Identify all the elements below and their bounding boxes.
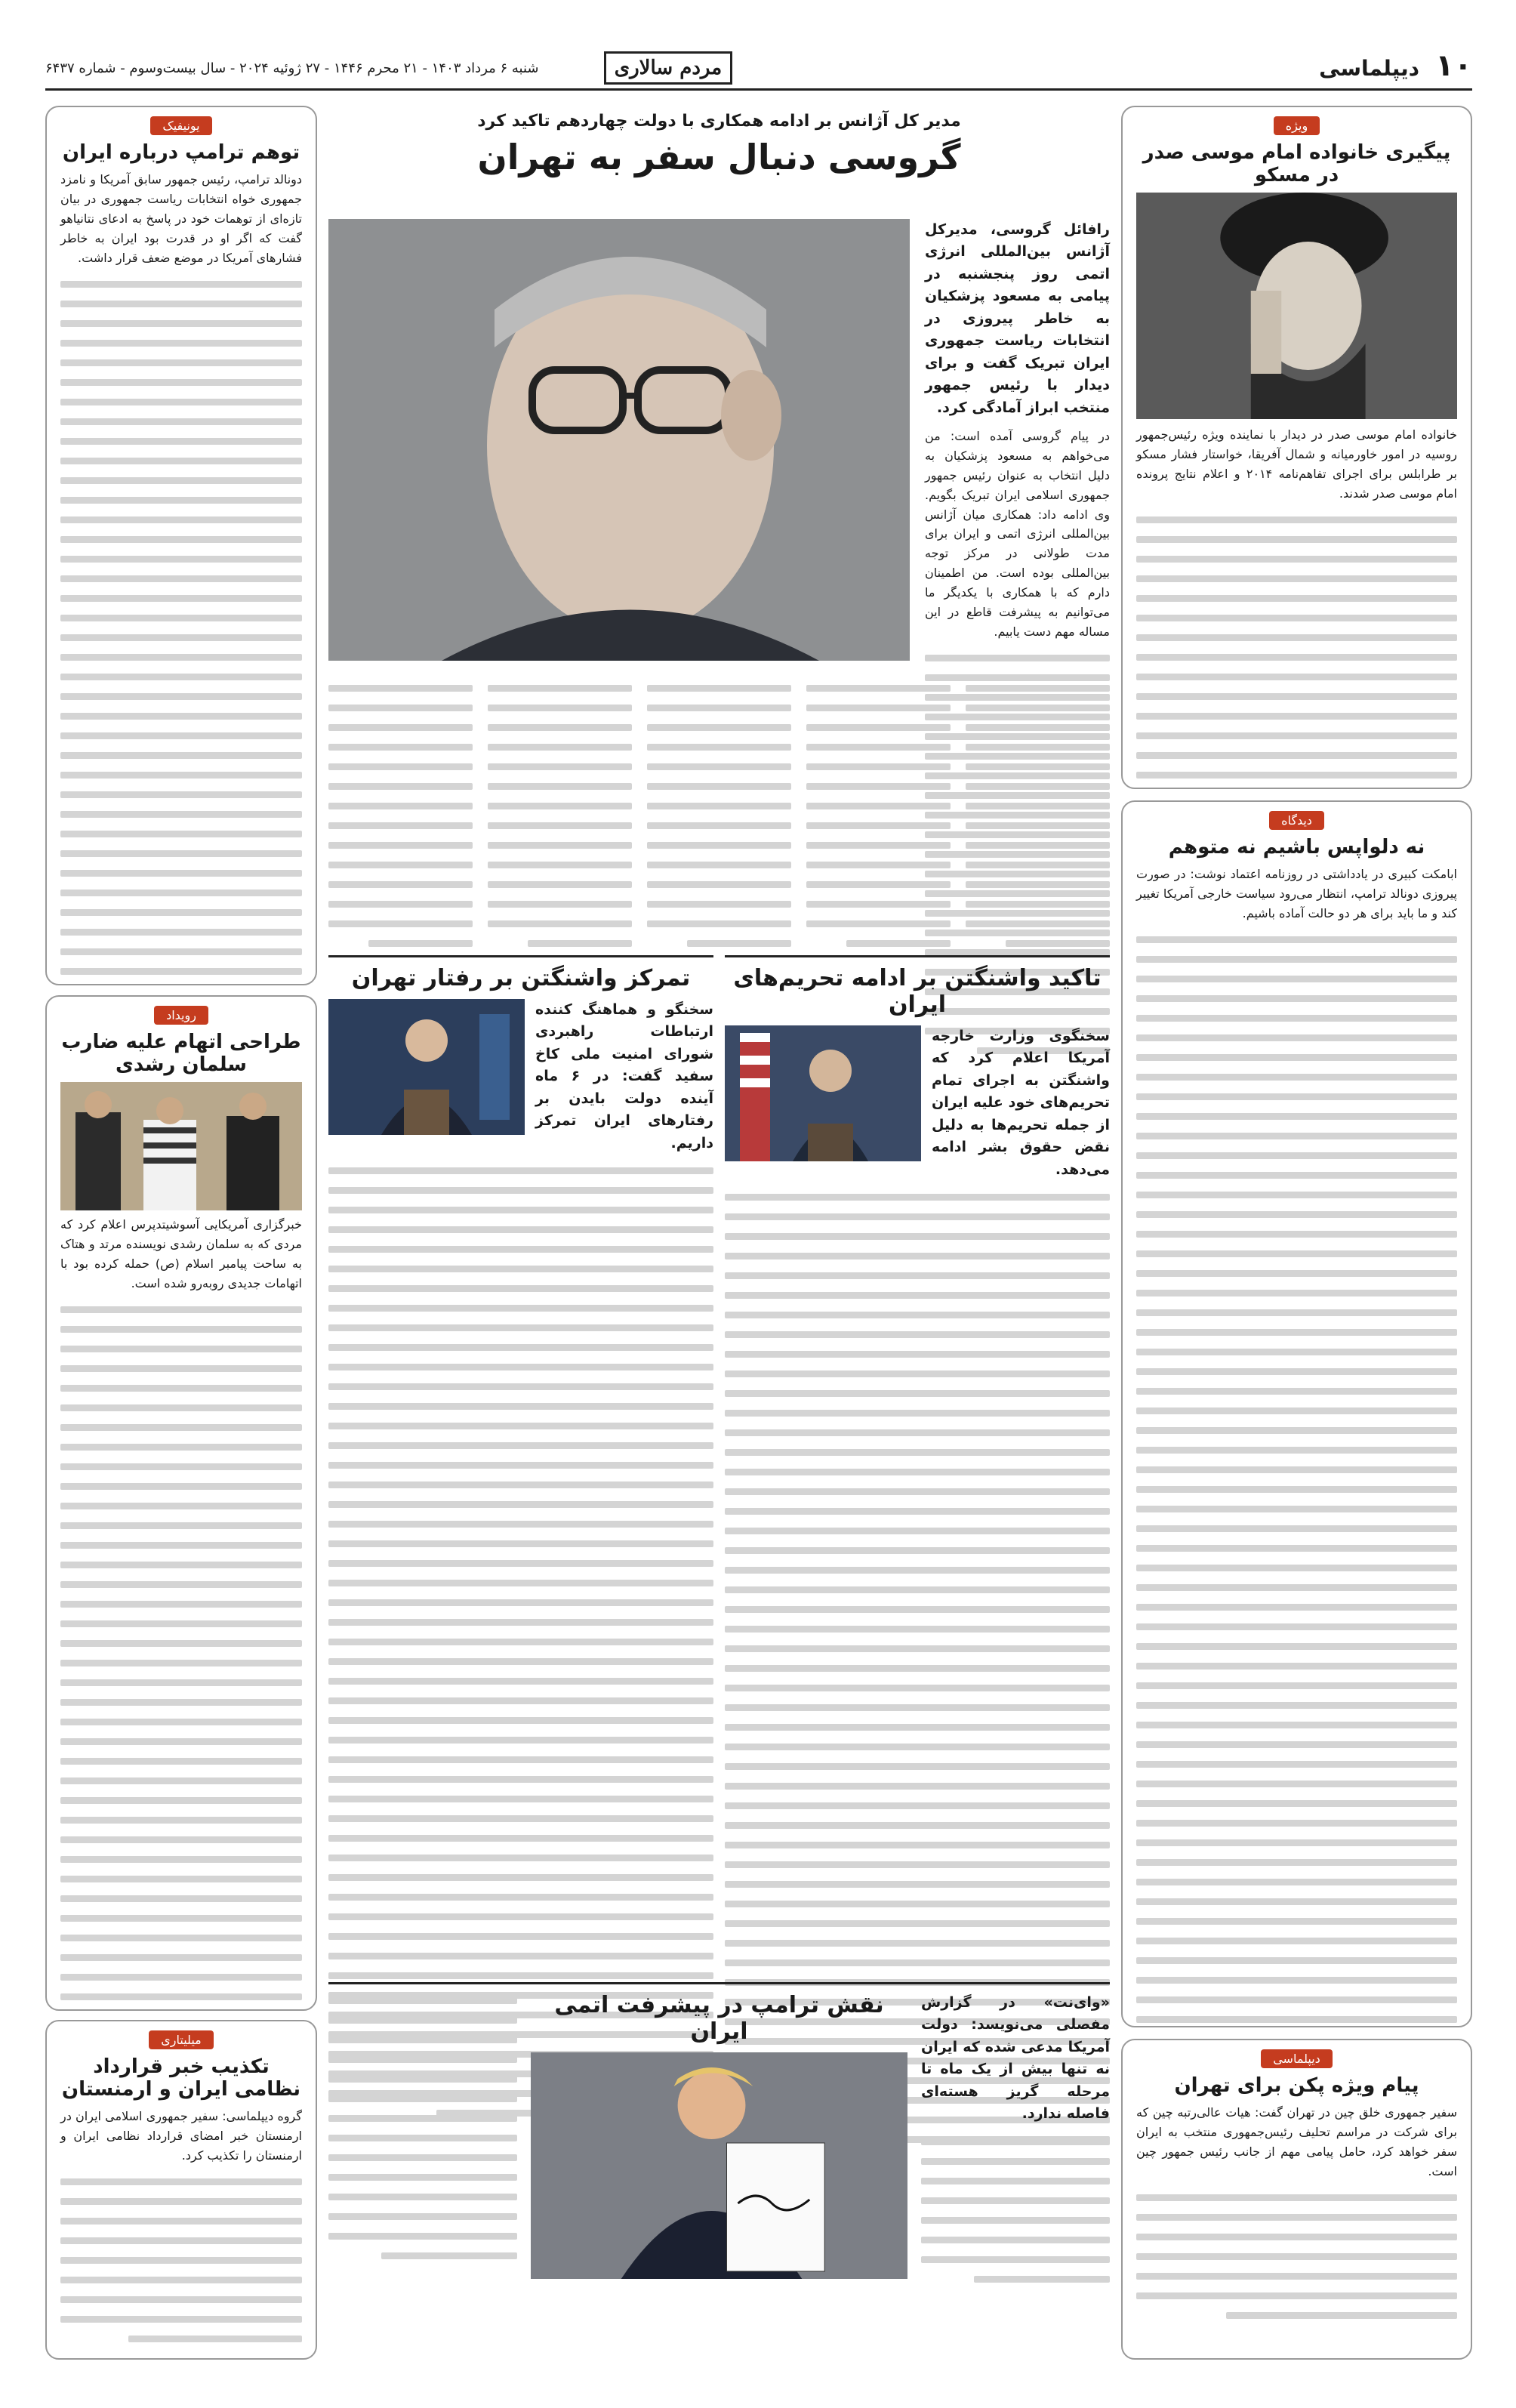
article-title: توهم ترامپ درباره ایران xyxy=(62,141,300,164)
main-lead: رافائل گروسی، مدیرکل آژانس بین‌المللی انرژی اتمی روز پنجشنبه در پیامی به مسعود پزشکیان به خاطر پیروزی در انتخابات ریاست جمهوری ایران تبریک گفت و برای دیدار با رئیس جمهور منتخب ابراز آمادگی کرد. xyxy=(925,221,1110,416)
article-trump-nuclear xyxy=(328,1982,1110,2360)
article-body: دونالد ترامپ، رئیس جمهور سابق آمریکا و نامزد جمهوری خواه انتخابات ریاست جمهوری در بیان تازه‌ای از توهمات خود در پاسخ به ادعای نتانیاهو گفت که اگر او در قدرت بود ایران به خاطر فشارهای آمریکا در موضع ضعف قرار داشت. xyxy=(60,172,302,265)
tag-label: یونیفیک xyxy=(150,116,211,135)
main-article xyxy=(328,106,1110,944)
article-title: نقش ترامپ در پیشرفت اتمی ایران xyxy=(554,1992,884,2045)
article-title: تاکید واشنگتن بر ادامه تحریم‌های ایران xyxy=(733,965,1102,1018)
tag-label: دیدگاه xyxy=(1269,811,1324,830)
photo-trump xyxy=(531,2052,907,2279)
article-title: نه دلواپس باشیم نه متوهم xyxy=(1168,836,1425,859)
page-header xyxy=(45,45,1472,91)
tag-label: دیپلماسی xyxy=(1261,2049,1333,2068)
article-body: ابامکت کبیری در یادداشتی در روزنامه اعتماد نوشت: در صورت پیروزی دونالد ترامپ، انتظار می‌رود سیاست خارجی آمریکا تغییر کند و ما باید برای هر دو حالت آماده باشیم. xyxy=(1136,867,1457,920)
box-rushdie xyxy=(45,995,317,2011)
main-kicker: مدیر کل آژانس بر ادامه همکاری با دولت چهاردهم تاکید کرد xyxy=(477,112,961,131)
article-body: خانواده امام موسی صدر در دیدار با نماینده ویژه رئیس‌جمهور روسیه در امور خاورمیانه و شمال آفریقا، خواستار فشار مسکو بر طرابلس برای اجرای تفاهم‌نامه ۲۰۱۴ و اعلام نتایج پرونده امام موسی صدر شدند. xyxy=(1136,427,1457,501)
article-title: تکذیب خبر قرارداد نظامی ایران و ارمنستان xyxy=(61,2055,301,2101)
article-title: پیگیری خانواده امام موسی صدر در مسکو xyxy=(1142,141,1451,187)
main-title: گروسی دنبال سفر به تهران xyxy=(477,137,961,177)
newspaper-logo: مردم سالاری xyxy=(604,51,732,85)
article-body: خبرگزاری آمریکایی آسوشیتدپرس اعلام کرد که مردی که به سلمان رشدی نویسنده مرتد و هتاک به ساحت پیامبر اسلام (ص) حمله کرده بود با اتهامات جدیدی روبه‌رو شده است. xyxy=(60,1217,302,1290)
article-title: پیام ویژه پکن برای تهران xyxy=(1174,2074,1419,2097)
tag-label: میلیتاری xyxy=(149,2030,213,2049)
page-number: ۱۰ xyxy=(1435,48,1472,83)
box-beijing-message xyxy=(1121,2039,1472,2360)
photo-moussa-sadr xyxy=(1136,193,1457,419)
photo-miller xyxy=(725,1025,921,1161)
box-trump-illusion xyxy=(45,106,317,985)
box-armenia xyxy=(45,2020,317,2360)
tag-label: ویژه xyxy=(1274,116,1320,135)
dateline: شنبه ۶ مرداد ۱۴۰۳ - ۲۱ محرم ۱۴۴۶ - ۲۷ ژوئیه ۲۰۲۴ - سال بیست‌وسوم - شماره ۶۴۳۷ xyxy=(45,60,539,76)
article-tehran-behavior xyxy=(328,955,713,1971)
box-opinion xyxy=(1121,800,1472,2027)
article-body: سفیر جمهوری خلق چین در تهران گفت: هیات عالی‌رتبه چین که برای شرکت در مراسم تحلیف رئیس‌جمهوری منتخب به ایران سفر خواهد کرد، حامل پیامی مهم از جانب رئیس جمهور چین است. xyxy=(1136,2105,1457,2178)
article-title: طراحی اتهام علیه ضارب سلمان رشدی xyxy=(61,1031,301,1076)
article-lead: «وای‌نت» در گزارش مفصلی می‌نویسد: دولت آمریکا مدعی شده که ایران نه تنها بیش از یک ماه تا مرحله گریز هسته‌ای فاصله ندارد. xyxy=(921,1994,1110,2123)
main-body: در پیام گروسی آمده است: من می‌خواهم به مسعود پزشکیان به دلیل انتخاب به عنوان رئیس جمهور جمهوری اسلامی ایران تبریک بگویم. وی ادامه داد: همکاری میان آژانس بین‌المللی انرژی اتمی و ایران برای مدت طولانی در مرکز توجه بین‌المللی بوده است. من اطمینان دارم که با همکاری با یکدیگر ما می‌توانیم به پیشرفت قاطع در این مساله مهم دست یابیم. xyxy=(925,428,1110,639)
photo-court xyxy=(60,1082,302,1210)
article-lead: سخنگوی وزارت خارجه آمریکا اعلام کرد که واشنگتن به اجرای تمام تحریم‌های خود علیه ایران از جمله تحریم‌ها به دلیل نقض حقوق بشر ادامه می‌دهد. xyxy=(932,1028,1110,1178)
article-lead: سخنگو و هماهنگ کننده ارتباطات راهبردی شورای امنیت ملی کاخ سفید گفت: در ۶ ماه آینده دولت بایدن بر رفتارهای ایران تمرکز داریم. xyxy=(535,1001,714,1152)
box-moussa-sadr xyxy=(1121,106,1472,789)
section-title: دیپلماسی xyxy=(1319,56,1419,81)
article-us-sanctions xyxy=(725,955,1110,1971)
tag-label: رویداد xyxy=(154,1006,208,1025)
article-title: تمرکز واشنگتن بر رفتار تهران xyxy=(351,965,691,991)
photo-kirby xyxy=(328,999,525,1135)
article-body: گروه دیپلماسی: سفیر جمهوری اسلامی ایران در ارمنستان خبر امضای قرارداد نظامی ایران و ارمنستان را تکذیب کرد. xyxy=(60,2109,302,2163)
photo-grossi xyxy=(328,219,910,661)
